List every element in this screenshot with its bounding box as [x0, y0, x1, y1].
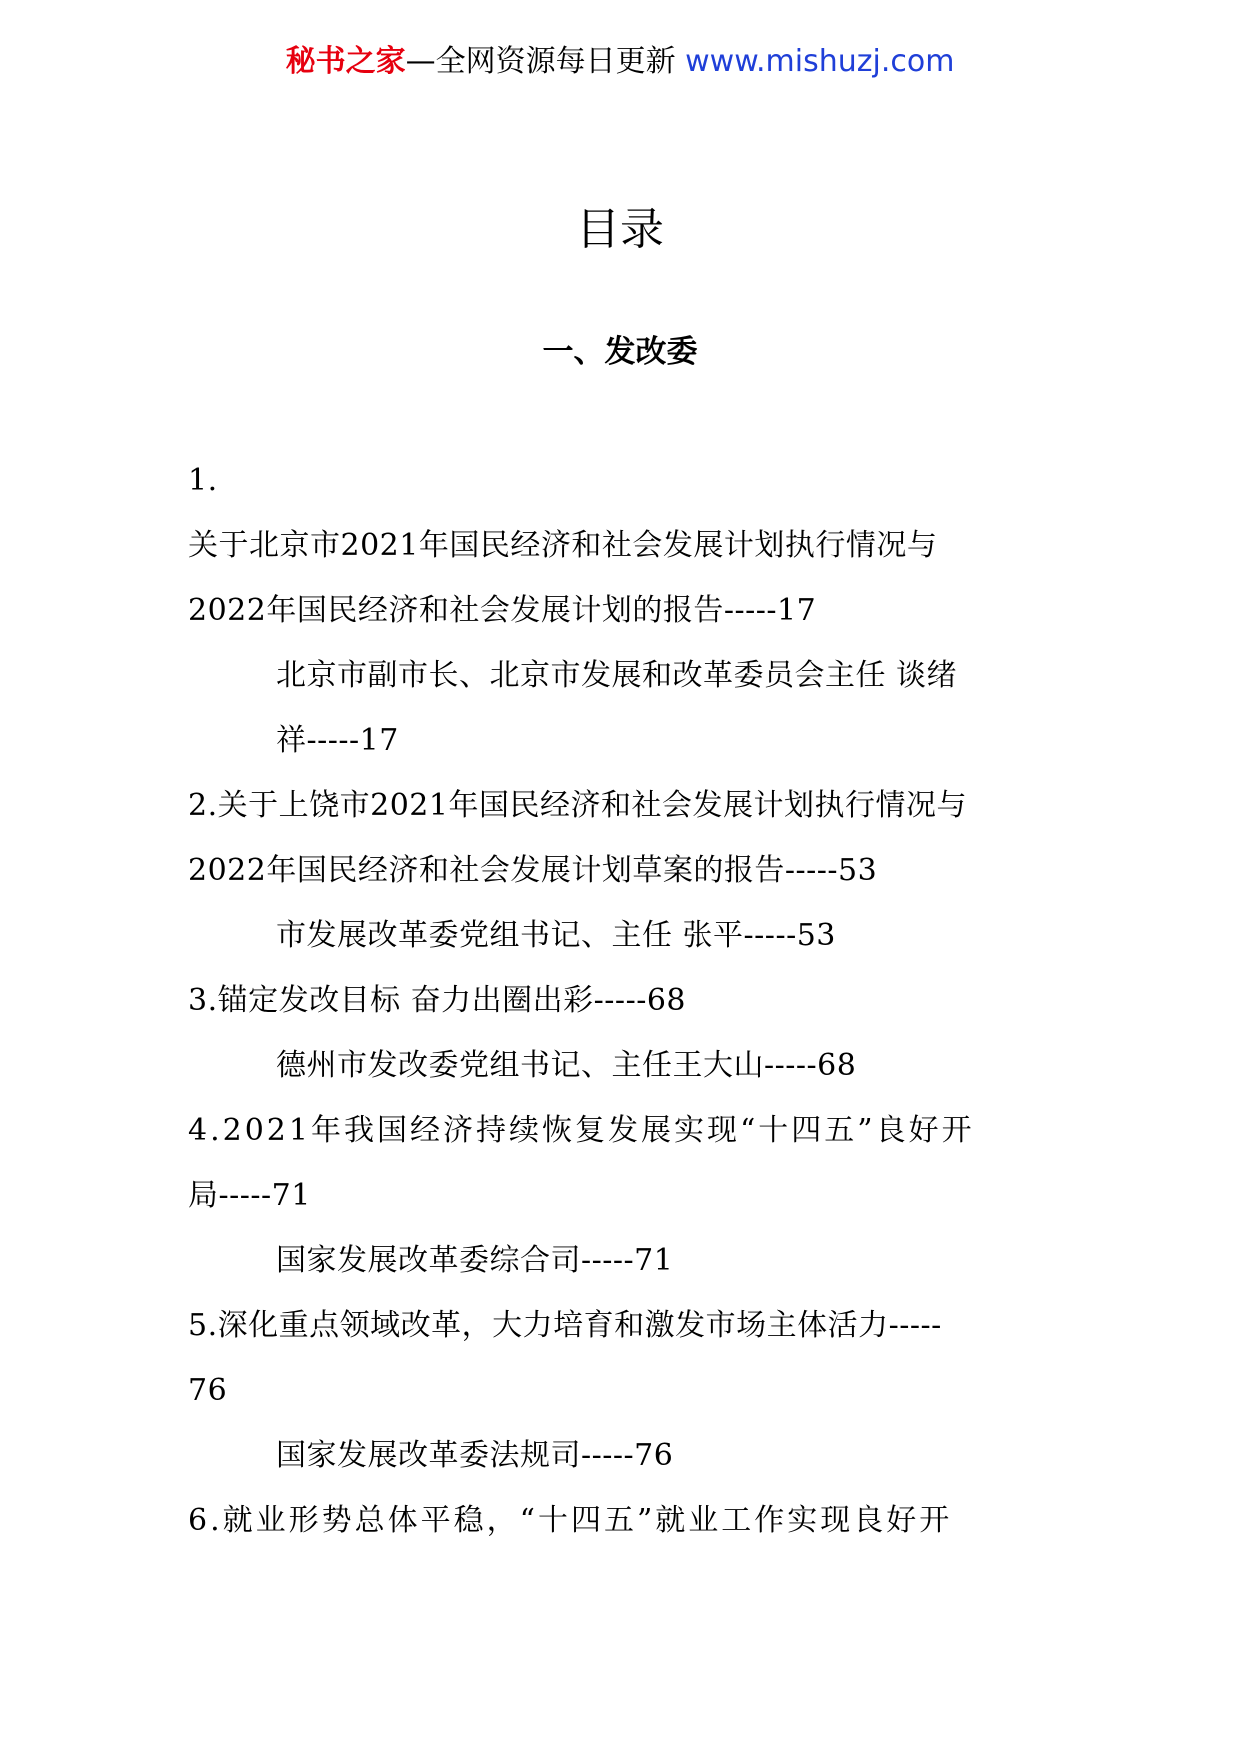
toc-author-line: 祥-----17	[276, 723, 399, 758]
toc-author-line: 国家发展改革委法规司-----76	[276, 1438, 674, 1473]
brand-name: 秘书之家	[285, 44, 406, 79]
toc-author-line: 北京市副市长、北京市发展和改革委员会主任 谈绪	[276, 658, 958, 693]
toc-line: 6.就业形势总体平稳，“十四五”就业工作实现良好开	[188, 1503, 953, 1538]
toc-line: 1.	[188, 463, 218, 498]
toc-author-line: 市发展改革委党组书记、主任 张平-----53	[276, 918, 836, 953]
toc-line: 2.关于上饶市2021年国民经济和社会发展计划执行情况与	[188, 788, 967, 823]
toc-line: 2022年国民经济和社会发展计划草案的报告-----53	[188, 853, 878, 888]
table-of-contents	[188, 448, 1054, 1553]
toc-line: 局-----71	[188, 1178, 311, 1213]
section-heading: 一、发改委	[542, 334, 698, 370]
toc-line: 关于北京市2021年国民经济和社会发展计划执行情况与	[188, 528, 938, 563]
toc-line: 3.锚定发改目标 奋力出圈出彩-----68	[188, 983, 687, 1018]
toc-line: 5.深化重点领域改革，大力培育和激发市场主体活力-----	[188, 1308, 942, 1343]
page-title: 目录	[576, 204, 664, 255]
toc-line: 4.2021年我国经济持续恢复发展实现“十四五”良好开	[188, 1113, 975, 1148]
header-slogan: —全网资源每日更新	[405, 44, 676, 79]
toc-author-line: 国家发展改革委综合司-----71	[276, 1243, 674, 1278]
site-header	[0, 40, 1240, 84]
site-url-link[interactable]: www.mishuzj.com	[685, 44, 955, 79]
toc-line: 76	[188, 1373, 228, 1408]
toc-line: 2022年国民经济和社会发展计划的报告-----17	[188, 593, 817, 628]
toc-author-line: 德州市发改委党组书记、主任王大山-----68	[276, 1048, 857, 1083]
